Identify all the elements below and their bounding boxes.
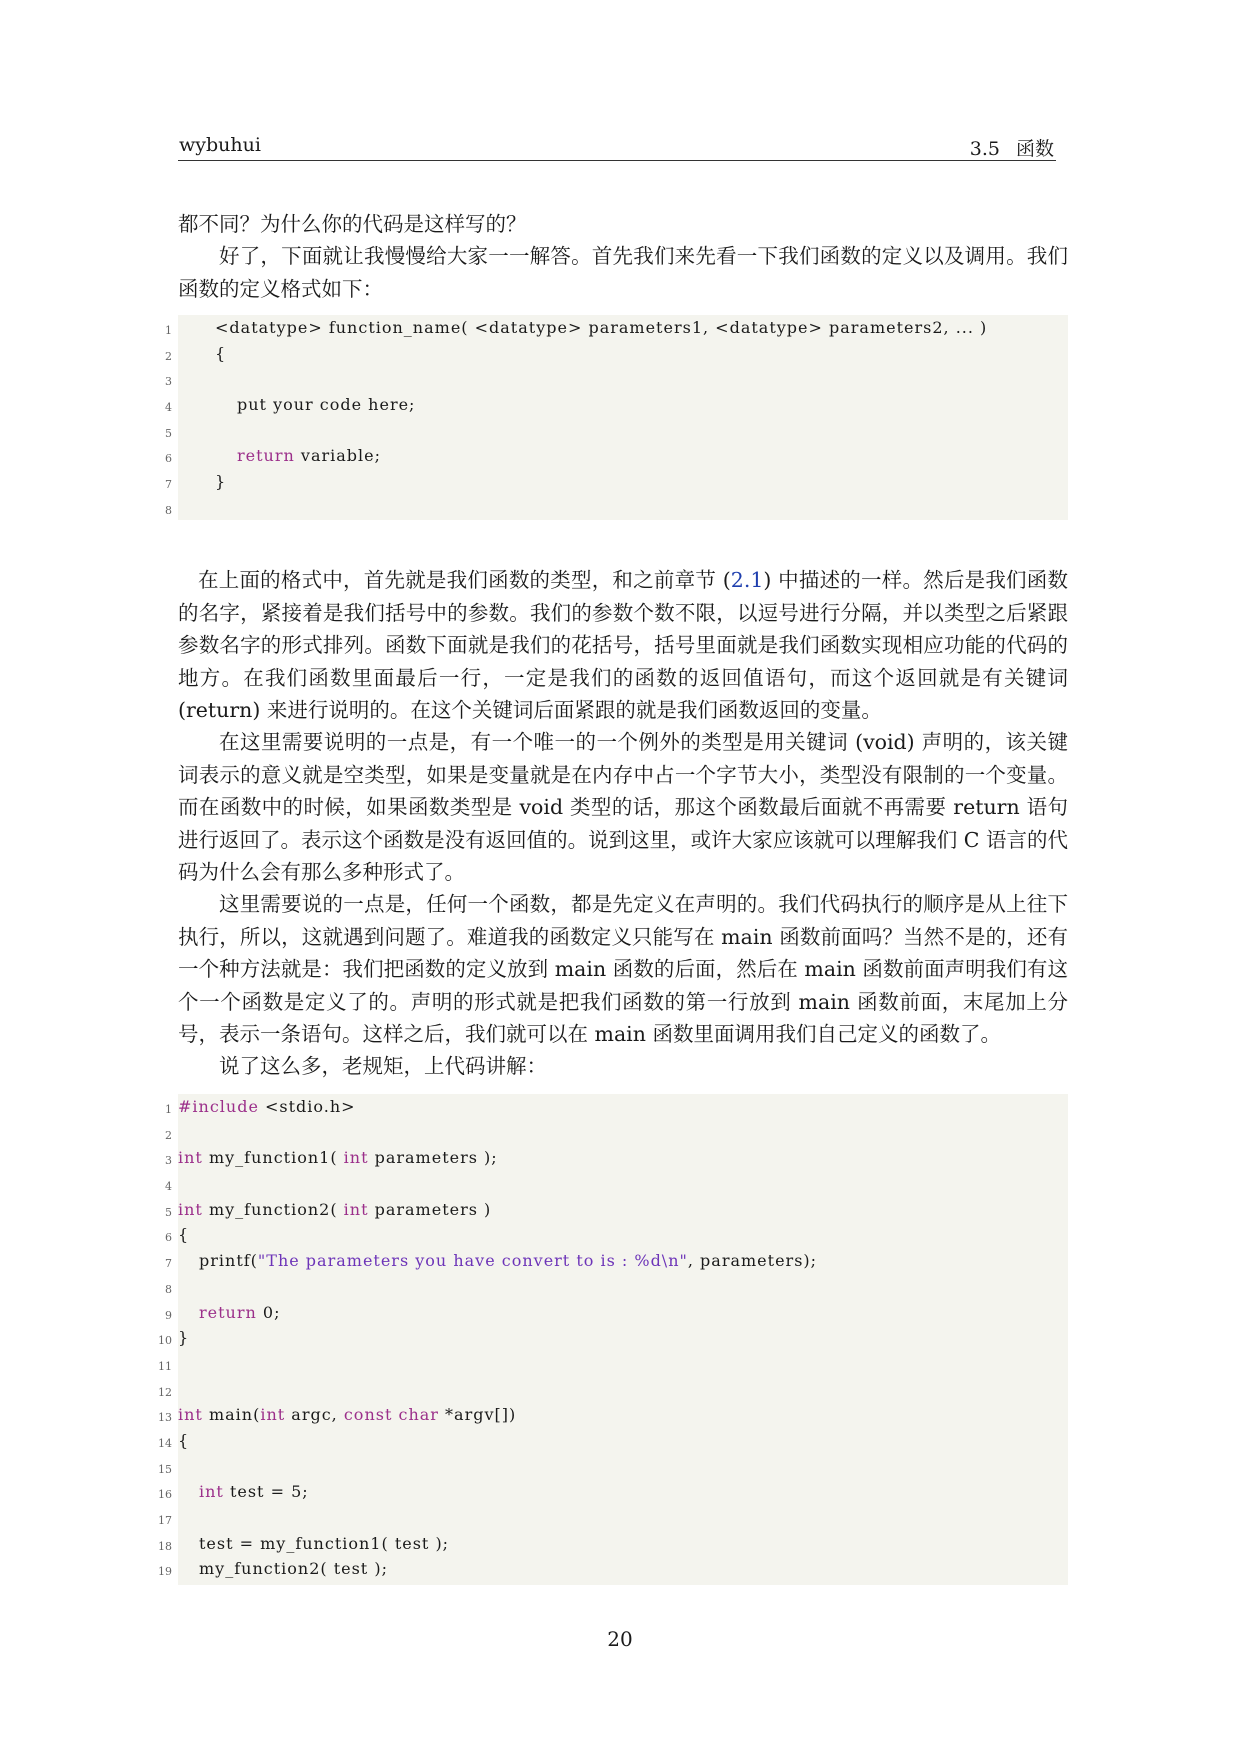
code-block-example bbox=[158, 1094, 1068, 1585]
paragraph-format-explanation: 在上面的格式中，首先就是我们函数的类型，和之前章节 (2.1) 中描述的一样。然后是我们函数的名字，紧接着是我们括号中的参数。我们的参数个数不限，以逗号进行分隔，并以类型之后紧跟参数名字的形式排列。函数下面就是我们的花括号，括号里面就是我们函数实现相应功能的代码的地方。在我们函数里面最后一行，一定是我们的函数的返回值语句，而这个返回就是有关键词 (return) 来进行说明的。在这个关键词后面紧跟的就是我们函数返回的变量。 bbox=[178, 568, 1069, 722]
header-section-title: 函数 bbox=[1015, 138, 1054, 160]
header-section-number: 3.5 bbox=[969, 138, 1000, 160]
paragraph-code-intro: 说了这么多，老规矩，上代码讲解： bbox=[219, 1054, 547, 1078]
code-line: 7 } bbox=[165, 472, 227, 492]
code-line: 10 } bbox=[158, 1328, 190, 1348]
code-line: 9 return 0; bbox=[165, 1302, 281, 1322]
code-line: 17 bbox=[158, 1514, 172, 1527]
code-line: 1 #include <stdio.h> bbox=[165, 1097, 356, 1116]
paragraph-void: 在这里需要说明的一点是，有一个唯一的一个例外的类型是用关键词 (void) 声明的，该关键词表示的意义就是空类型，如果是变量就是在内存中占一个字节大小，类型没有限制的一个变量。而在函数中的时候，如果函数类型是 void 类型的话，那这个函数最后面就不再需要 return 语句进行返回了。表示这个函数是没有返回值的。说到这里，或许大家应该就可以理解我们 C 语言的代码为什么会有那么多种形式了。 bbox=[178, 730, 1068, 884]
code-line: 14 { bbox=[158, 1430, 190, 1450]
code-line: 8 bbox=[165, 1282, 172, 1296]
code-line: 19 my_function2( test ); bbox=[158, 1559, 388, 1579]
code-line: 5 bbox=[165, 426, 172, 440]
header-section bbox=[970, 134, 1054, 161]
code-line: 5 int my_function2( int parameters ) bbox=[165, 1199, 492, 1219]
code-line: 1 <datatype> function_name( <datatype> parameters1, <datatype> parameters2, ... ) bbox=[165, 318, 988, 337]
section-reference-link[interactable]: 2.1 bbox=[730, 568, 764, 592]
code-line: 7 printf("The parameters you have convert to is : %d\n", parameters); bbox=[165, 1251, 818, 1271]
code-line: 13 int main(int argc, const char *argv[]) bbox=[158, 1405, 517, 1425]
code-line: 18 test = my_function1( test ); bbox=[158, 1533, 450, 1553]
paragraph-continued: 都不同？为什么你的代码是这样写的？ bbox=[178, 212, 527, 236]
code-line: 6 return variable; bbox=[165, 446, 381, 466]
code-line: 2 { bbox=[165, 343, 227, 363]
code-block-format bbox=[165, 315, 1068, 520]
string-literal: "The parameters you have convert to is : %d\n" bbox=[257, 1251, 688, 1271]
code-line: 6 { bbox=[165, 1225, 190, 1245]
code-line: 11 bbox=[158, 1359, 172, 1373]
code-line: 4 put your code here; bbox=[165, 395, 416, 415]
code-line: 3 bbox=[165, 375, 172, 389]
paragraph-intro: 好了，下面就让我慢慢给大家一一解答。首先我们来先看一下我们函数的定义以及调用。我们函数的定义格式如下： bbox=[178, 244, 1068, 301]
running-header bbox=[178, 132, 1056, 161]
code-line: 2 bbox=[165, 1128, 172, 1142]
paragraph-declaration: 这里需要说的一点是，任何一个函数，都是先定义在声明的。我们代码执行的顺序是从上往下执行，所以，这就遇到问题了。难道我的函数定义只能写在 main 函数前面吗？当然不是的，还有一个种方法就是：我们把函数的定义放到 main 函数的后面，然后在 main 函数前面声明我们有这个一个函数是定义了的。声明的形式就是把我们函数的第一行放到 main 函数前面，末尾加上分号，表示一条语句。这样之后，我们就可以在 main 函数里面调用我们自己定义的函数了。 bbox=[178, 892, 1068, 1046]
page-number: 20 bbox=[607, 1627, 633, 1651]
code-line: 15 bbox=[158, 1462, 172, 1476]
code-line: 3 int my_function1( int parameters ); bbox=[165, 1148, 498, 1168]
code-line: 16 int test = 5; bbox=[158, 1482, 309, 1502]
code-line: 4 bbox=[165, 1180, 172, 1194]
code-line: 12 bbox=[158, 1385, 172, 1399]
keyword: return bbox=[237, 446, 295, 466]
header-author: wybuhui bbox=[179, 134, 261, 156]
code-line: 8 bbox=[165, 503, 172, 517]
